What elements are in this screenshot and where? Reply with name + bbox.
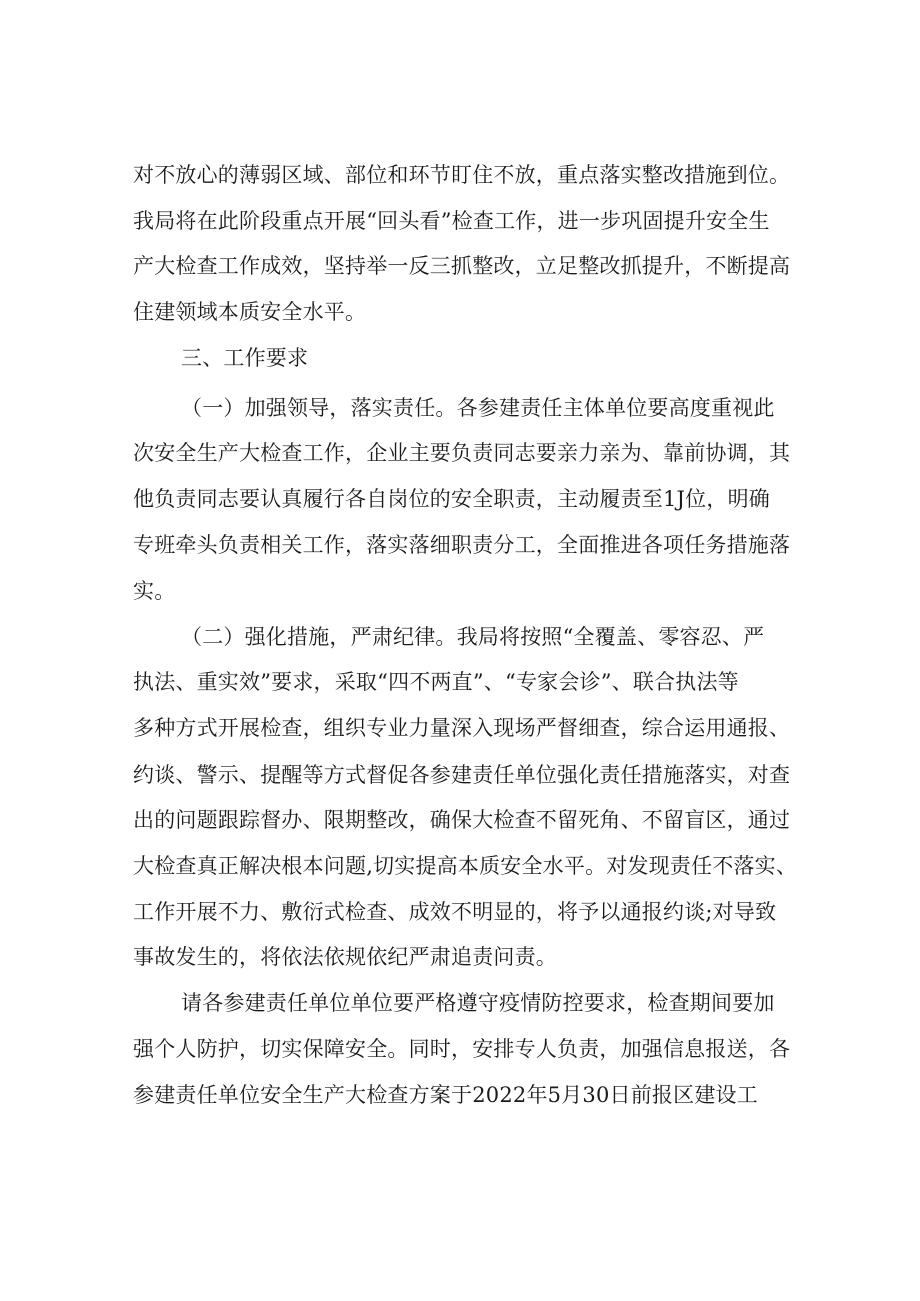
text-line: 住建领域本质安全水平。 [133,300,367,324]
text-line: 出的问题跟踪督办、限期整改，确保大检查不留死角、不留盲区，通过 [133,808,791,832]
text-line: （二）强化措施，严肃纪律。我局将按照“全覆盖、零容忍、严 [181,625,765,649]
text-line: 我局将在此阶段重点开展“回头看”检查工作，进一步巩固提升安全生 [133,209,770,233]
text-line: 专班牵头负责相关工作，落实落细职责分工，全面推进各项任务措施落 [133,533,791,557]
text-line: 约谈、警示、提醒等方式督促各参建责任单位强化责任措施落实，对查 [133,763,791,787]
text-line: 工作开展不力、敷衍式检查、成效不明显的，将予以通报约谈;对导致 [133,900,777,924]
text-line: 实。 [133,579,176,603]
text-line: 他负责同志要认真履行各自岗位的安全职责，主动履责至1J位，明确 [133,487,770,511]
text-line: 对不放心的薄弱区域、部位和环节盯住不放，重点落实整改措施到位。 [133,163,791,187]
text-line: 多种方式开展检查，组织专业力量深入现场严督细查，综合运用通报、 [133,716,791,740]
text-line: 事故发生的，将依法依规依纪严肃追责问责。 [133,945,557,969]
text-line: 产大检查工作成效，坚持举一反三抓整改，立足整改抓提升，不断提高 [133,254,791,278]
text-line: 次安全生产大检查工作，企业主要负责同志要亲力亲为、靠前协调，其 [133,441,791,465]
section-heading: 三、工作要求 [181,346,309,370]
text-line: 参建责任单位安全生产大检查方案于2022年5月30日前报区建设工 [133,1083,758,1107]
text-line: （一）加强领导，落实责任。各参建责任主体单位要高度重视此 [181,396,775,420]
text-line: 强个人防护，切实保障安全。同时，安排专人负责，加强信息报送，各 [133,1037,791,1061]
text-line: 大检查真正解决根本问题,切实提高本质安全水平。对发现责任不落实、 [133,854,798,878]
text-line: 请各参建责任单位单位要严格遵守疫情防控要求，检查期间要加 [181,991,775,1015]
text-line: 执法、重实效”要求，采取“四不两直”、“专家会诊”、联合执法等 [133,670,739,694]
